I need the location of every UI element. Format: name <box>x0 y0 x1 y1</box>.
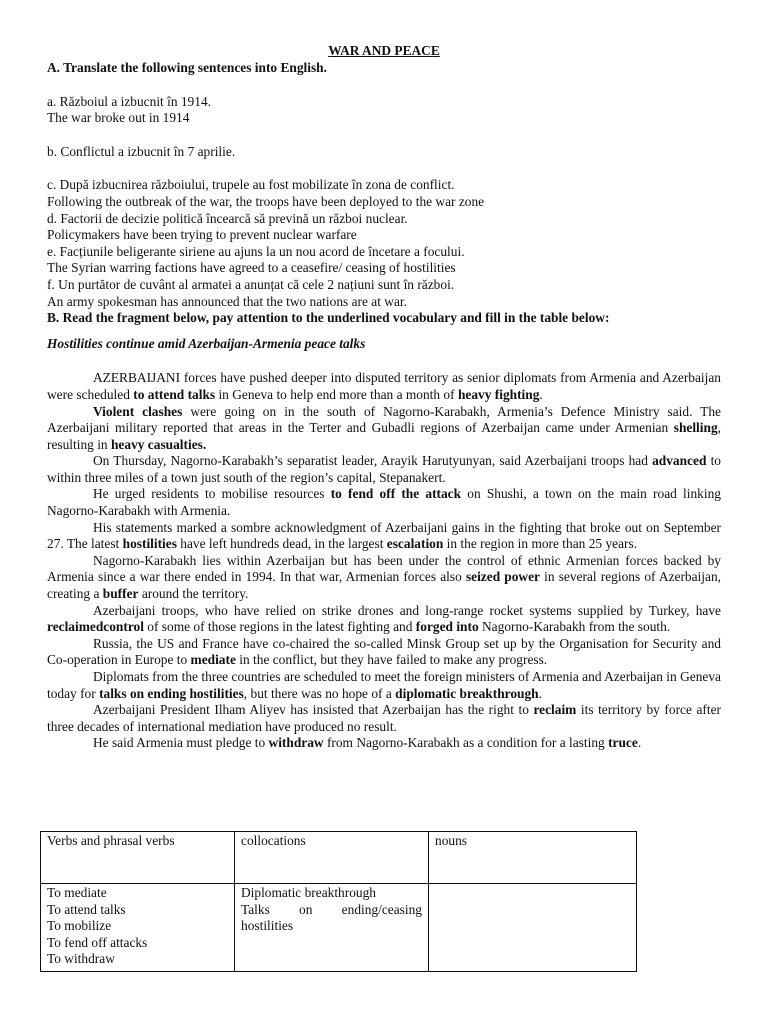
verb-item: To fend off attacks <box>47 934 148 950</box>
sentence-f-romanian: f. Un purtător de cuvânt al armatei a anunțat că cele 2 națiuni sunt în război. <box>47 276 455 292</box>
article-paragraph-8: Russia, the US and France have co-chaired the so-called Minsk Group set up by the Organisation for Security and Co-operation in Europe to mediate in the conflict, but they have failed to make any progress. <box>47 635 721 668</box>
sentence-b-romanian: b. Conflictul a izbucnit în 7 aprilie. <box>47 143 236 159</box>
article-paragraph-11: He said Armenia must pledge to withdraw from Nagorno-Karabakh as a condition for a lasting truce. <box>93 735 642 751</box>
sentence-c-romanian: c. După izbucnirea războiului, trupele au fost mobilizate în zona de conflict. <box>47 177 455 193</box>
article-paragraph-2: Violent clashes were going on in the south of Nagorno-Karabakh, Armenia’s Defence Ministry said. The Azerbaijani military reported that areas in the Terter and Gubadli regions of Azerbaijan came under Armenian shelling, resulting in heavy casualties. <box>47 403 721 452</box>
sentence-e-english: The Syrian warring factions have agreed to a ceasefire/ ceasing of hostilities <box>47 260 456 276</box>
verb-item: To withdraw <box>47 951 115 967</box>
document-title: WAR AND PEACE <box>328 43 440 58</box>
verbs-cell[interactable] <box>41 884 235 972</box>
vocabulary-table <box>40 831 637 972</box>
sentence-d-romanian: d. Factorii de decizie politică încearcă să prevină un război nuclear. <box>47 210 408 226</box>
sentence-a-romanian: a. Războiul a izbucnit în 1914. <box>47 93 211 109</box>
article-paragraph-10: Azerbaijani President Ilham Aliyev has insisted that Azerbaijan has the right to reclaim its territory by force after three decades of international mediation have produced no result. <box>47 702 721 734</box>
header-collocations: collocations <box>235 832 429 884</box>
sentence-d-english: Policymakers have been trying to prevent nuclear warfare <box>47 227 357 243</box>
document-page <box>47 43 721 752</box>
verb-item: To mobilize <box>47 918 112 934</box>
sentence-f-english: An army spokesman has announced that the two nations are at war. <box>47 293 407 309</box>
sentence-e-romanian: e. Facțiunile beligerante siriene au ajuns la un nou acord de încetare a focului. <box>47 243 465 259</box>
sentence-a-english: The war broke out in 1914 <box>47 110 190 126</box>
article-paragraph-5: His statements marked a sombre acknowledgment of Azerbaijani gains in the fighting that broke out on September 27. The latest hostilities have left hundreds dead, in the largest escalation in the region in more than 25 years. <box>47 519 721 552</box>
header-nouns: nouns <box>429 832 637 884</box>
article-paragraph-4: He urged residents to mobilise resources to fend off the attack on Shushi, a town on the main road linking Nagorno-Karabakh with Armenia. <box>47 486 721 519</box>
collocations-cell[interactable] <box>235 884 429 972</box>
header-verbs: Verbs and phrasal verbs <box>41 832 235 884</box>
section-b-heading: B. Read the fragment below, pay attention to the underlined vocabulary and fill in the table below: <box>47 310 610 326</box>
article-title: Hostilities continue amid Azerbaijan-Armenia peace talks <box>47 335 366 351</box>
section-a-heading: A. Translate the following sentences into English. <box>47 60 327 75</box>
verb-item: To attend talks <box>47 901 126 917</box>
table-header-row <box>41 832 637 884</box>
table-row <box>41 884 637 972</box>
article-paragraph-9: Diplomats from the three countries are scheduled to meet the foreign ministers of Armenia and Azerbaijan in Geneva today for talks on ending hostilities, but there was no hope of a diplomatic breakthrough. <box>47 669 721 701</box>
verb-item: To mediate <box>47 885 107 900</box>
article-paragraph-3: On Thursday, Nagorno-Karabakh’s separatist leader, Arayik Harutyunyan, said Azerbaijani troops had advanced to within three miles of a town just south of the region’s capital, Stepanakert. <box>47 453 721 485</box>
collocation-item: Diplomatic breakthrough <box>241 885 376 900</box>
sentence-c-english: Following the outbreak of the war, the troops have been deployed to the war zone <box>47 193 485 209</box>
article-paragraph-6: Nagorno-Karabakh lies within Azerbaijan but has been under the control of ethnic Armenian forces backed by Armenia since a war there ended in 1994. In that war, Armenian forces also seized power in several regions of Azerbaijan, creating a buffer around the territory. <box>47 552 721 602</box>
article-paragraph-1: AZERBAIJANI forces have pushed deeper into disputed territory as senior diplomats from Armenia and Azerbaijan were scheduled to attend talks in Geneva to help end more than a month of heavy fighting. <box>47 370 721 402</box>
nouns-cell[interactable] <box>429 884 637 972</box>
collocation-item: Talks on ending/ceasing hostilities <box>241 901 422 934</box>
article-paragraph-7: Azerbaijani troops, who have relied on strike drones and long-range rocket systems supplied by Turkey, have reclaimedcontrol of some of those regions in the latest fighting and forged into Nagorno-Karabakh from the south. <box>47 602 721 635</box>
